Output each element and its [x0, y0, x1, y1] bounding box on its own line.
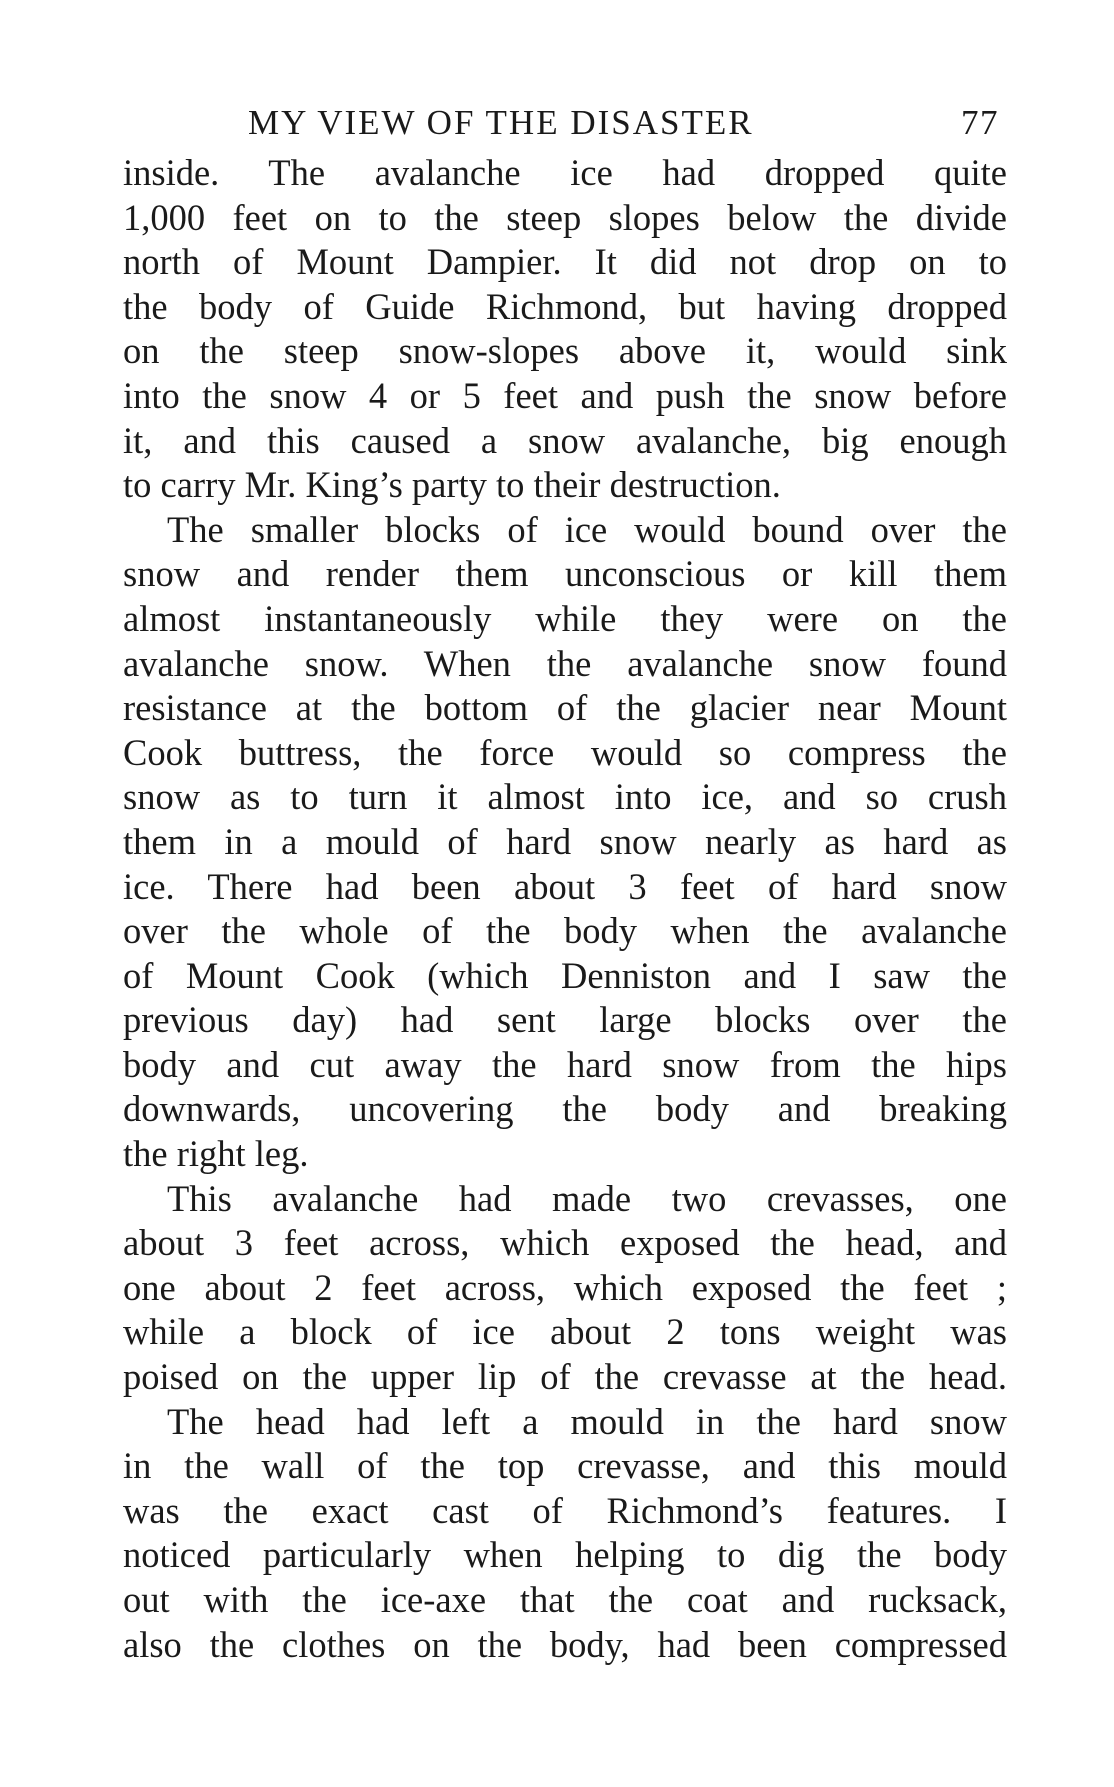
text-line: resistance at the bottom of the glacier near Mount [123, 687, 1007, 729]
text-line: of Mount Cook (which Denniston and I saw the [123, 954, 1007, 996]
text-line: north of Mount Dampier. It did not drop on to [123, 241, 1007, 283]
text-line: The head had left a mould in the hard snow [167, 1400, 1007, 1442]
page-number: 77 [961, 103, 999, 142]
text-line: inside. The avalanche ice had dropped quite [123, 152, 1007, 193]
text-line: on the steep snow-slopes above it, would sink [123, 330, 1007, 372]
text-line: was the exact cast of Richmond’s features. I [123, 1489, 1007, 1531]
text-line: body and cut away the hard snow from the hips [123, 1043, 1007, 1085]
running-head [123, 95, 1007, 151]
text-line: it, and this caused a snow avalanche, big enough [123, 419, 1007, 461]
text-line: while a block of ice about 2 tons weight was [123, 1311, 1007, 1353]
text-line: the right leg. [123, 1133, 309, 1175]
text-line: into the snow 4 or 5 feet and push the snow before [123, 374, 1007, 416]
text-line: the body of Guide Richmond, but having dropped [123, 285, 1007, 327]
text-line: them in a mould of hard snow nearly as hard as [123, 820, 1007, 862]
running-title: MY VIEW OF THE DISASTER [248, 103, 754, 142]
text-line: almost instantaneously while they were on the [123, 597, 1007, 639]
text-line: downwards, uncovering the body and breaking [123, 1088, 1007, 1130]
text-line: to carry Mr. King’s party to their destruction. [123, 464, 781, 506]
text-line: poised on the upper lip of the crevasse at the head. [123, 1356, 1007, 1398]
text-line: also the clothes on the body, had been compressed [123, 1623, 1007, 1665]
text-line: 1,000 feet on to the steep slopes below the divide [123, 196, 1007, 238]
body-text [123, 151, 1007, 1667]
text-line: previous day) had sent large blocks over the [123, 999, 1007, 1041]
text-line: out with the ice-axe that the coat and rucksack, [123, 1579, 1007, 1620]
text-line: over the whole of the body when the avalanche [123, 910, 1007, 952]
text-line: snow as to turn it almost into ice, and so crush [123, 776, 1007, 818]
text-line: ice. There had been about 3 feet of hard snow [123, 865, 1007, 907]
text-line: snow and render them unconscious or kill them [123, 553, 1007, 595]
text-line: about 3 feet across, which exposed the head, and [123, 1222, 1007, 1264]
text-line: This avalanche had made two crevasses, one [167, 1177, 1007, 1219]
text-line: in the wall of the top crevasse, and this mould [123, 1445, 1007, 1487]
book-page [123, 95, 1007, 1667]
text-line: avalanche snow. When the avalanche snow found [123, 642, 1007, 684]
text-line: noticed particularly when helping to dig the body [123, 1534, 1007, 1576]
text-line: one about 2 feet across, which exposed the feet ; [123, 1266, 1007, 1308]
text-line: Cook buttress, the force would so compress the [123, 731, 1007, 773]
text-line: The smaller blocks of ice would bound over the [167, 508, 1007, 550]
